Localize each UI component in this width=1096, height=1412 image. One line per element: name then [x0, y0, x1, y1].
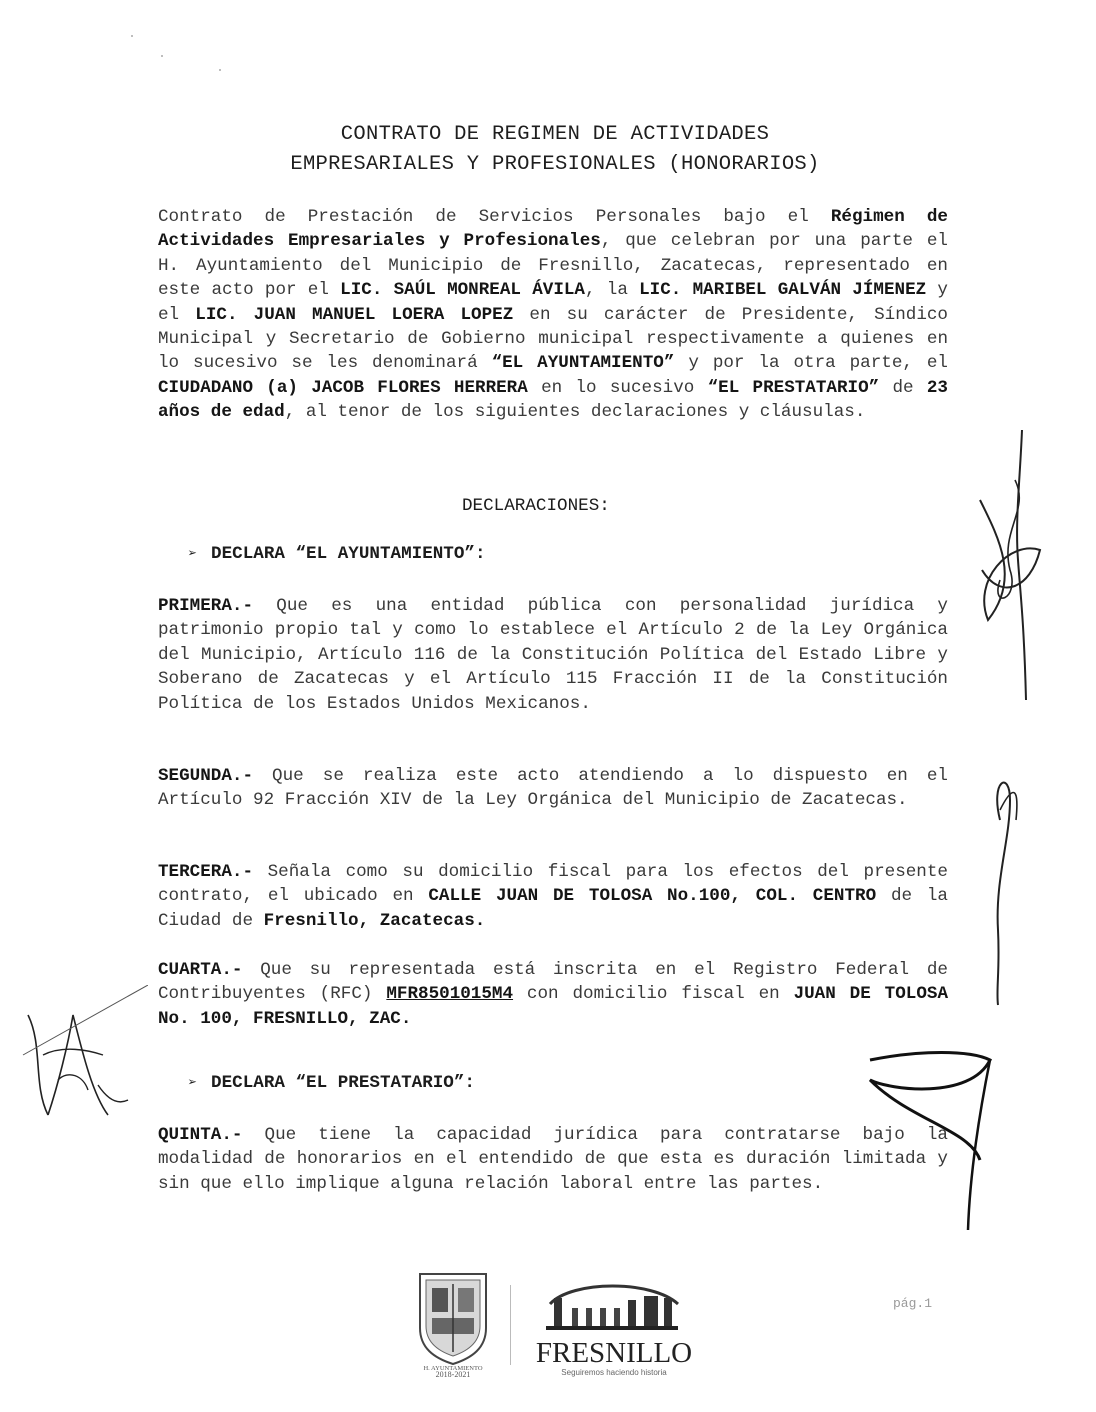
- declara-ayuntamiento-heading: ➢ DECLARA “EL AYUNTAMIENTO”:: [188, 544, 486, 564]
- seal-caption-1: H. AYUNTAMIENTO: [423, 1365, 483, 1372]
- title-line-2: EMPRESARIALES Y PROFESIONALES (HONORARIOS): [290, 153, 820, 176]
- clause-cuarta: CUARTA.- Que su representada está inscrita en el Registro Federal de Contribuyentes (RFC) MFR8501015M4 con domicilio fiscal en JUAN DE TOLOSA No. 100, FRESNILLO, ZAC.: [158, 960, 948, 1029]
- margin-signature-top: [960, 420, 1070, 720]
- page-number: pág.1: [893, 1296, 933, 1311]
- declara-prestatario-heading: ➢ DECLARA “EL PRESTATARIO”:: [188, 1073, 475, 1093]
- contract-title: [150, 120, 960, 180]
- declaraciones-heading: DECLARACIONES:: [462, 496, 610, 516]
- footer-divider: [510, 1285, 511, 1365]
- intro-paragraph: Contrato de Prestación de Servicios Personales bajo el Régimen de Actividades Empresariales y Profesionales, que celebran por una parte el H. Ayuntamiento del Municipio de Fresnillo, Zacatecas, representado en este acto por el LIC. SAÚL MONREAL ÁVILA, la LIC. MARIBEL GALVÁN JÍMENEZ y el LIC. JUAN MANUEL LOERA LOPEZ en su carácter de Presidente, Síndico Municipal y Secretario de Gobierno municipal respectivamente a quienes en lo sucesivo se les denominará “EL AYUNTAMIENTO” y por la otra parte, el CIUDADANO (a) JACOB FLORES HERRERA en lo sucesivo “EL PRESTATARIO” de 23 años de edad, al tenor de los siguientes declaraciones y cláusulas.: [158, 207, 948, 423]
- margin-signature-middle: [980, 760, 1060, 1010]
- clause-primera: PRIMERA.- Que es una entidad pública con personalidad jurídica y patrimonio propio tal y como lo establece el Artículo 2 de la Ley Orgánica del Municipio, Artículo 116 de la Constitución Política del Estado Libre y Soberano de Zacatecas y el Artículo 115 Fracción II de la Constitución Política de los Estados Unidos Mexicanos.: [158, 596, 948, 714]
- clause-segunda: SEGUNDA.- Que se realiza este acto atendiendo a lo dispuesto en el Artículo 92 Fracción XIV de la Ley Orgánica del Municipio de Zacatecas.: [158, 766, 948, 811]
- municipal-coat-of-arms-icon: [412, 1266, 494, 1378]
- clause-quinta: QUINTA.- Que tiene la capacidad jurídica para contratarse bajo la modalidad de honorarios en el entendido de que esta es duración limitada y sin que ello implique alguna relación laboral entre las partes.: [158, 1125, 948, 1194]
- arrowhead-bullet-icon: ➢: [188, 1075, 198, 1092]
- initials-signature-left: [18, 985, 148, 1135]
- arrowhead-bullet-icon: ➢: [188, 546, 198, 563]
- fresnillo-city-logo-icon: [532, 1270, 702, 1380]
- logo-tagline: Seguiremos haciendo historia: [561, 1368, 667, 1377]
- seal-caption-2: 2018-2021: [435, 1370, 471, 1378]
- clause-tercera: TERCERA.- Señala como su domicilio fiscal para los efectos del presente contrato, el ubicado en CALLE JUAN DE TOLOSA No.100, COL. CENTRO de la Ciudad de Fresnillo, Zacatecas.: [158, 862, 948, 931]
- rfc-value: MFR8501015M4: [386, 984, 514, 1005]
- logo-name: FRESNILLO: [535, 1337, 693, 1369]
- margin-signature-bottom: [850, 1040, 1000, 1240]
- scan-specks: [120, 30, 240, 80]
- title-line-1: CONTRATO DE REGIMEN DE ACTIVIDADES: [340, 123, 770, 146]
